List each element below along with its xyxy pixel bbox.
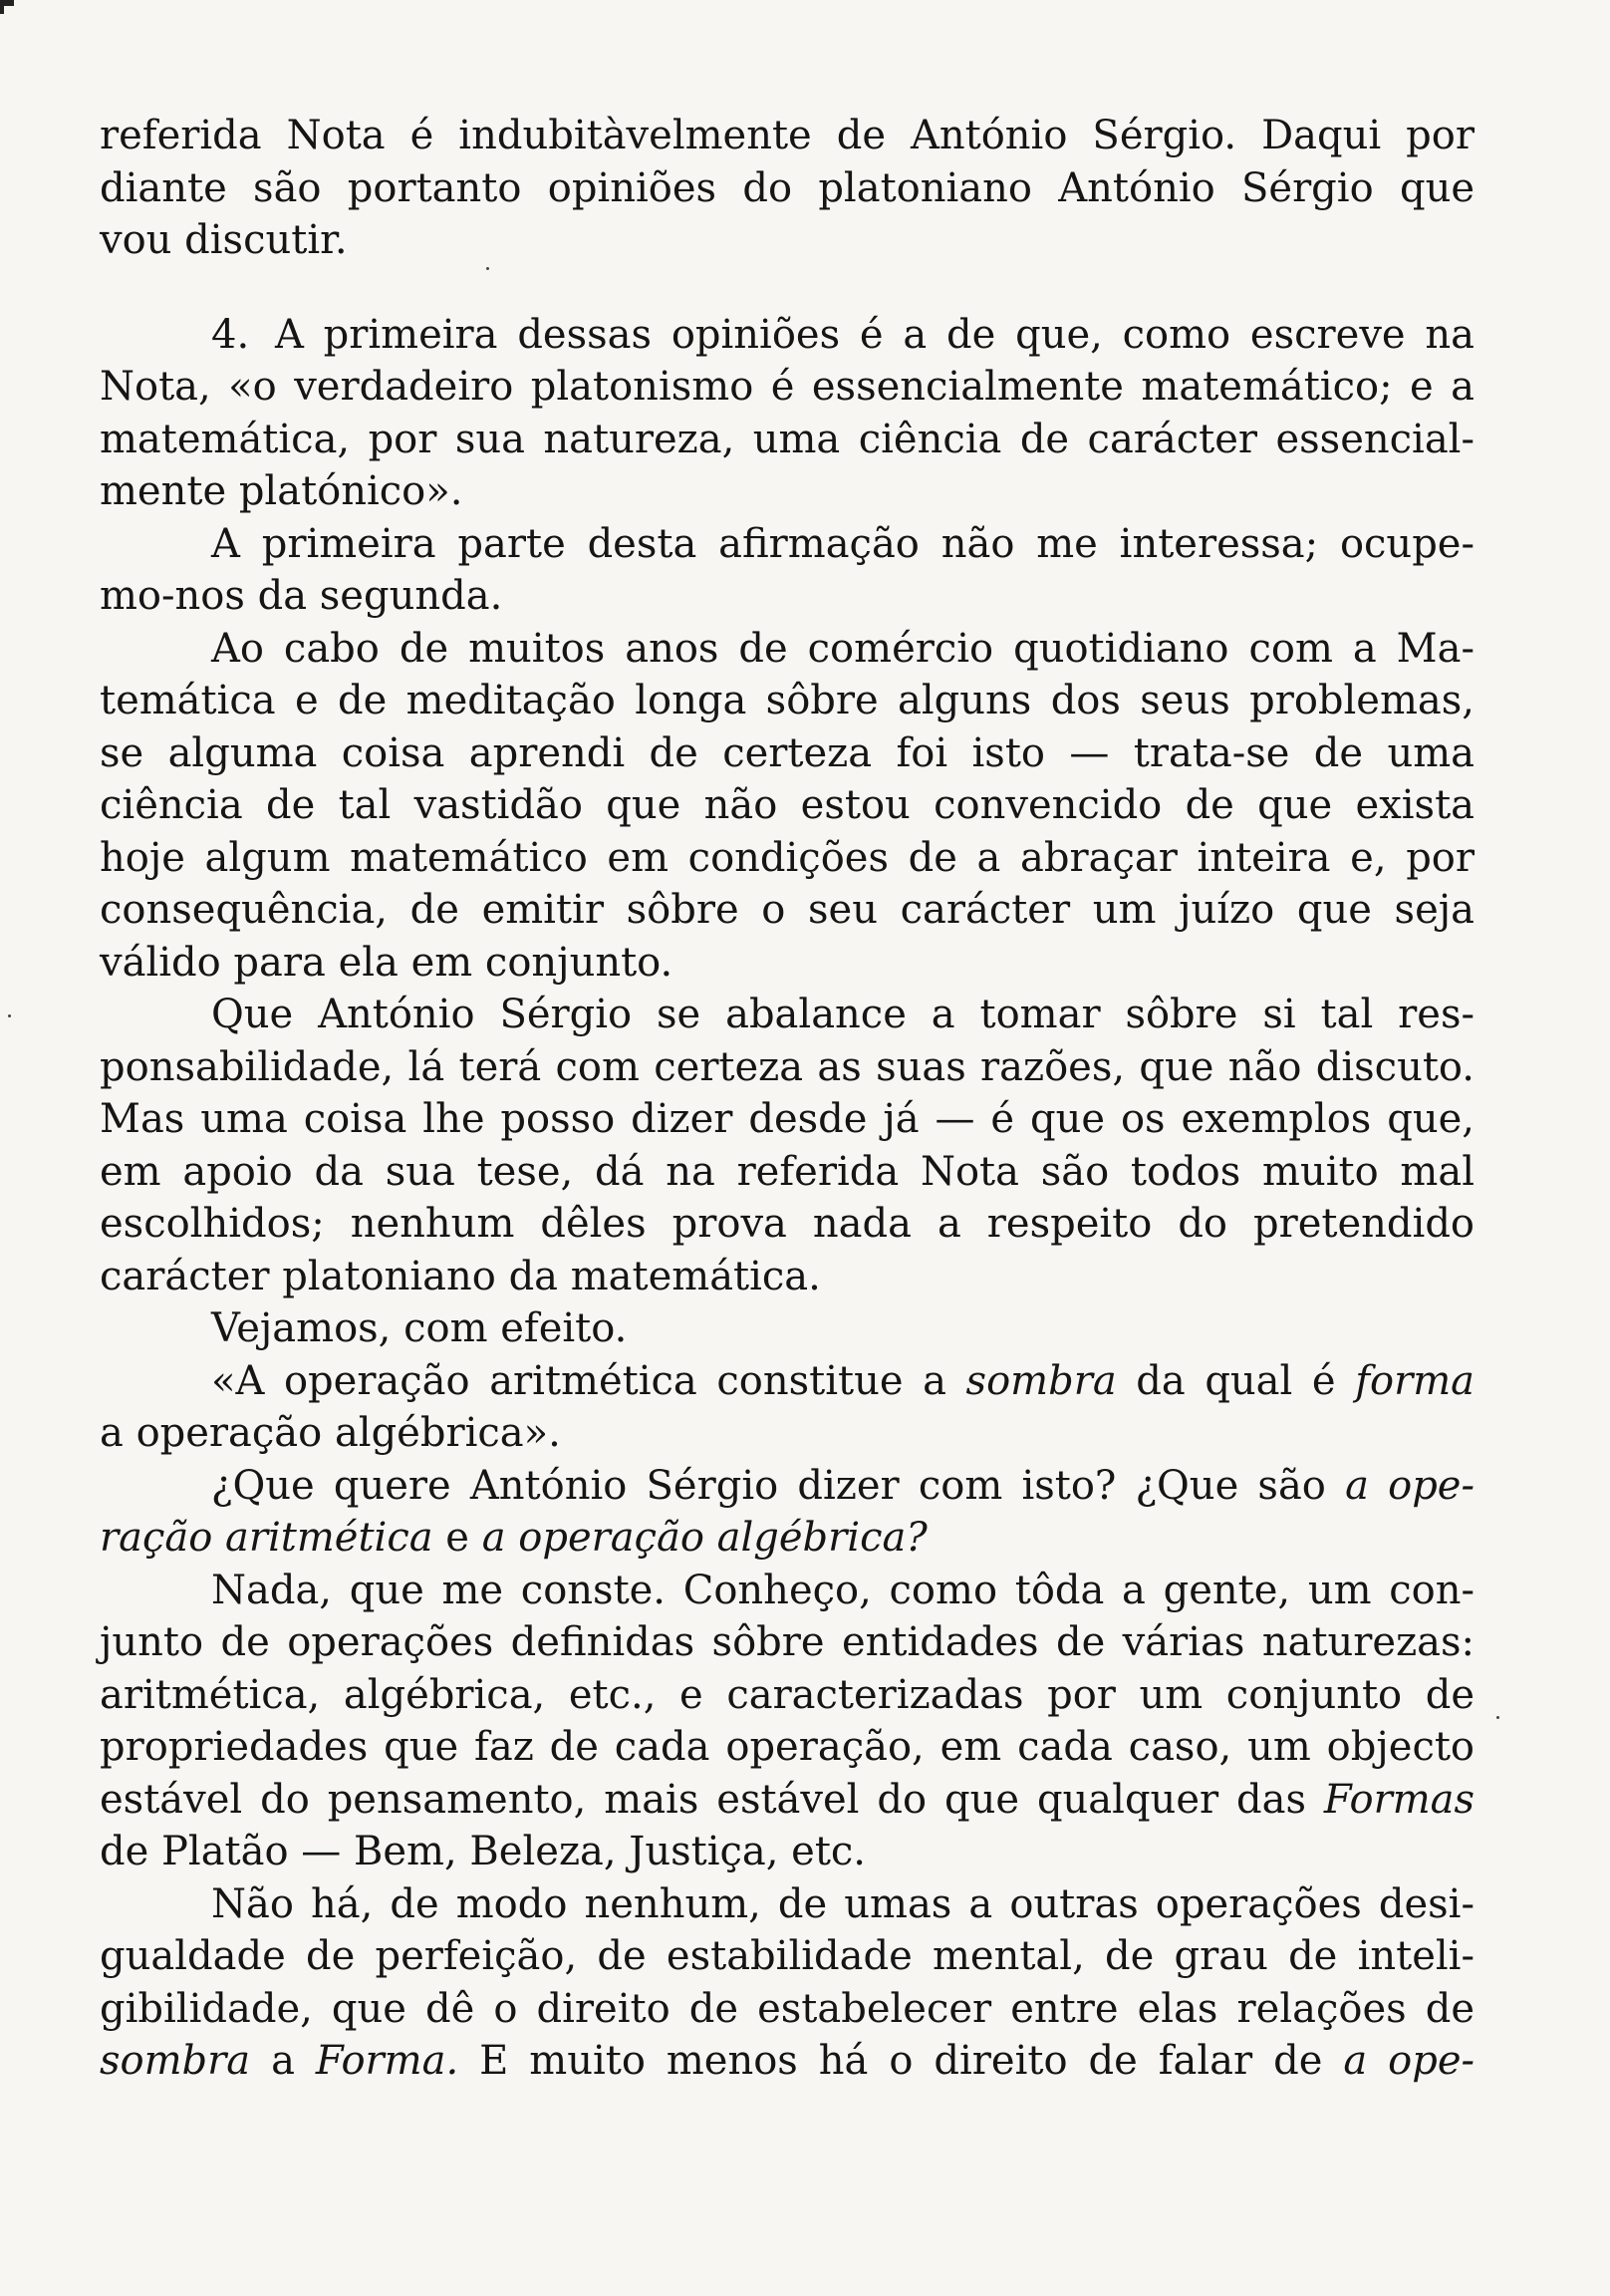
section-number: 4. bbox=[211, 311, 250, 358]
text-line: ração aritmética e a operação algébrica? bbox=[100, 1515, 928, 1561]
text-line: Vejamos, com efeito. bbox=[211, 1305, 628, 1351]
italic-term: forma bbox=[1355, 1357, 1475, 1404]
text-line: Mas uma coisa lhe posso dizer desde já — é que os exemplos que, bbox=[100, 1096, 1475, 1142]
text-line: válido para ela em conjunto. bbox=[100, 939, 673, 986]
text-line: diante são portanto opiniões do platoniano António Sérgio que bbox=[100, 164, 1475, 211]
text-line: mo-nos da segunda. bbox=[100, 573, 503, 619]
text-line: vou discutir. bbox=[100, 217, 348, 263]
italic-term: sombra bbox=[100, 2038, 251, 2084]
text-line: matemática, por sua natureza, uma ciência de carácter essencial- bbox=[100, 416, 1475, 462]
paragraph-9 bbox=[100, 1565, 1475, 1878]
paragraph-5 bbox=[100, 989, 1475, 1302]
text-line: mente platónico». bbox=[100, 468, 463, 514]
scan-speck-3 bbox=[8, 1014, 11, 1017]
paragraph-10 bbox=[100, 1878, 1475, 2088]
italic-term: a operação algébrica? bbox=[481, 1515, 928, 1561]
text-line: escolhidos; nenhum dêles prova nada a respeito do pretendido bbox=[100, 1201, 1475, 1247]
italic-term: a ope- bbox=[1343, 2038, 1476, 2084]
italic-term: Forma. bbox=[315, 2038, 459, 2084]
paragraph-quote bbox=[100, 1355, 1475, 1460]
text-line: hoje algum matemático em condições de a abraçar inteira e, por bbox=[100, 834, 1475, 881]
text-line: de Platão — Bem, Beleza, Justiça, etc. bbox=[100, 1829, 867, 1874]
paragraph-section-4 bbox=[100, 309, 1475, 518]
text-line: sombra a Forma. E muito menos há o direito de falar de a ope- bbox=[100, 2038, 1476, 2084]
text-line: Que António Sérgio se abalance a tomar sôbre si tal res- bbox=[211, 992, 1475, 1037]
text-line: a operação algébrica». bbox=[100, 1410, 561, 1456]
text-line: temática e de meditação longa sôbre alguns dos seus problemas, bbox=[100, 678, 1475, 723]
italic-term: Formas bbox=[1323, 1776, 1475, 1823]
text-line: 4. A primeira dessas opiniões é a de que, como escreve na bbox=[211, 311, 1475, 358]
text-line: Não há, de modo nenhum, de umas a outras operações desi- bbox=[211, 1880, 1475, 1927]
text-line: propriedades que faz de cada operação, em cada caso, um objecto bbox=[100, 1724, 1475, 1770]
text-line: Ao cabo de muitos anos de comércio quotidiano com a Ma- bbox=[211, 625, 1475, 672]
text-line: Nota, «o verdadeiro platonismo é essencialmente matemático; e a bbox=[100, 364, 1475, 410]
text-line: ponsabilidade, lá terá com certeza as suas razões, que não discuto. bbox=[100, 1043, 1475, 1090]
paragraph-3 bbox=[100, 518, 1475, 623]
text-line: estável do pensamento, mais estável do que qualquer das Formas bbox=[100, 1776, 1475, 1823]
text-line: consequência, de emitir sôbre o seu carácter um juízo que seja bbox=[100, 887, 1475, 933]
text-line: «A operação aritmética constitue a sombra da qual é forma bbox=[211, 1357, 1475, 1404]
page-text bbox=[100, 110, 1475, 2088]
text-line: em apoio da sua tese, dá na referida Nota são todos muito mal bbox=[100, 1148, 1475, 1195]
text-line: gualdade de perfeição, de estabilidade mental, de grau de inteli- bbox=[100, 1933, 1475, 1979]
text-line: junto de operações definidas sôbre entidades de várias naturezas: bbox=[100, 1619, 1475, 1665]
scan-speck-2 bbox=[1496, 1716, 1499, 1719]
italic-term: ração aritmética bbox=[100, 1515, 433, 1561]
text-line: referida Nota é indubitàvelmente de António Sérgio. Daqui por bbox=[100, 113, 1475, 158]
text-line: A primeira parte desta afirmação não me interessa; ocupe- bbox=[211, 520, 1475, 567]
paragraph-question bbox=[100, 1460, 1475, 1565]
text-line: carácter platoniano da matemática. bbox=[100, 1253, 821, 1299]
text-line: Nada, que me conste. Conheço, como tôda a gente, um con- bbox=[211, 1567, 1475, 1613]
italic-term: sombra bbox=[965, 1357, 1117, 1404]
text-line: aritmética, algébrica, etc., e caracterizadas por um conjunto de bbox=[100, 1671, 1475, 1718]
text-line: gibilidade, que dê o direito de estabelecer entre elas relações de bbox=[100, 1985, 1475, 2032]
text-line: ciência de tal vastidão que não estou convencido de que exista bbox=[100, 782, 1475, 828]
paragraph-1 bbox=[100, 110, 1475, 267]
scan-corner-mark-2 bbox=[0, 0, 4, 14]
text-line: se alguma coisa aprendi de certeza foi isto — trata-se de uma bbox=[100, 729, 1475, 776]
paragraph-4 bbox=[100, 623, 1475, 990]
paragraph-6 bbox=[100, 1302, 1475, 1355]
text-line: ¿Que quere António Sérgio dizer com isto? ¿Que são a ope- bbox=[211, 1462, 1475, 1509]
italic-term: a ope- bbox=[1345, 1462, 1475, 1509]
